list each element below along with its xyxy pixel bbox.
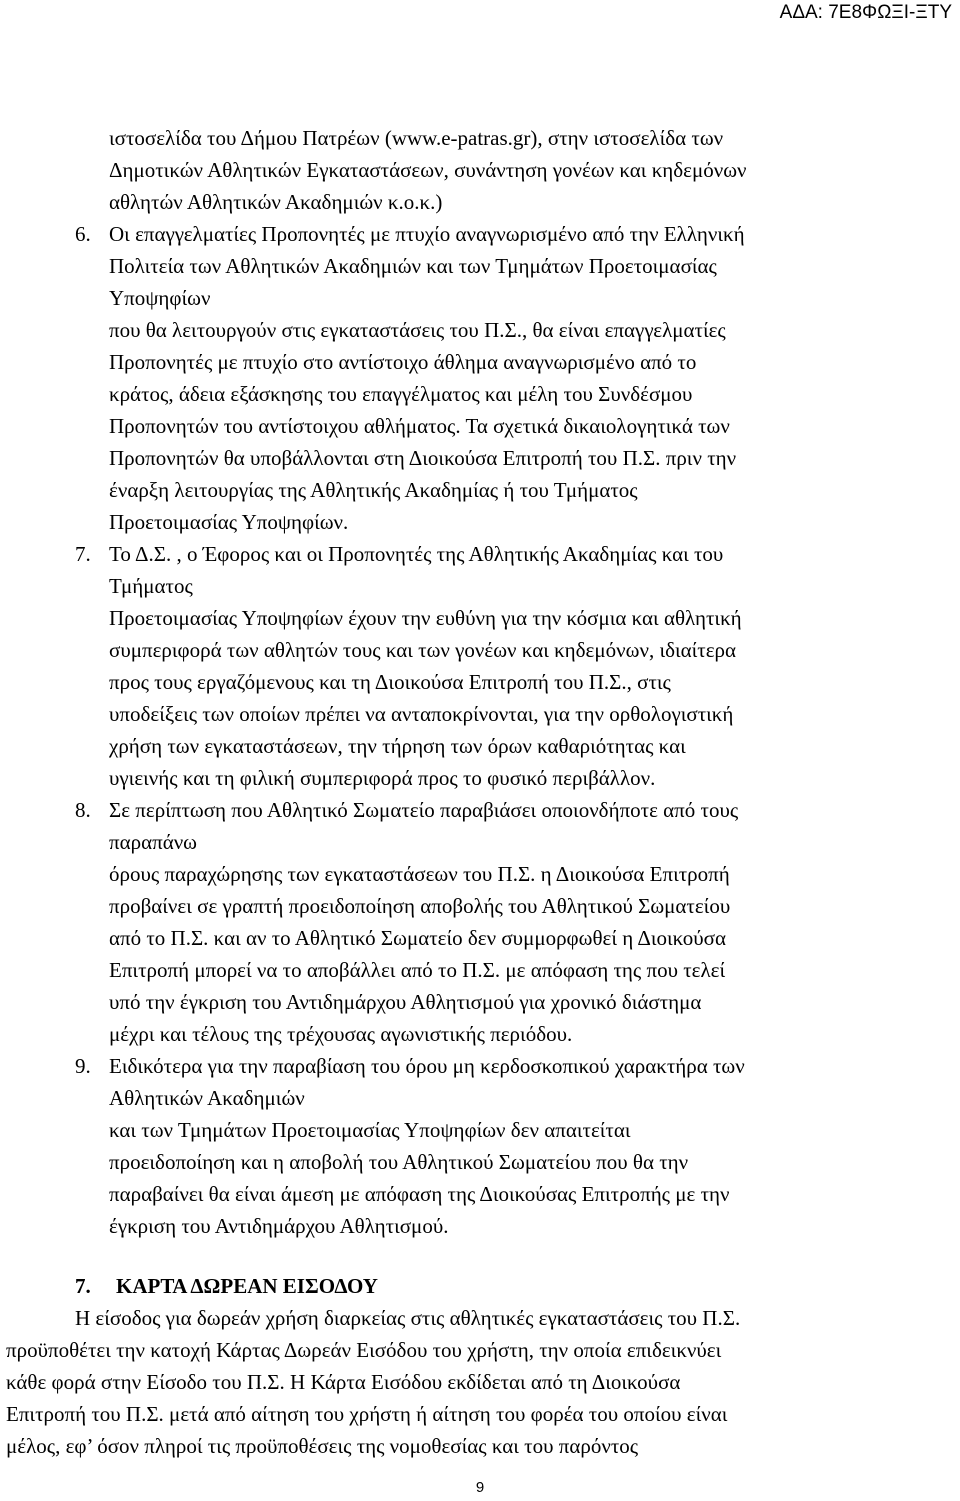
item-number: 9. (75, 1054, 91, 1078)
text-line: Τμήματος (109, 574, 193, 598)
page-number: 9 (475, 1479, 485, 1496)
text-line: παραπάνω (109, 830, 198, 854)
text-line: αθλητών Αθλητικών Ακαδημιών κ.ο.κ.) (109, 190, 443, 214)
text-line: Ειδικότερα για την παραβίαση του όρου μη κερδοσκοπικού χαρακτήρα των (109, 1054, 745, 1078)
text-line: Επιτροπή μπορεί να το αποβάλλει από το Π.Σ. με απόφαση της που τελεί (109, 958, 726, 982)
text-line: μέλος, εφ’ όσον πληροί τις προϋποθέσεις της νομοθεσίας και του παρόντος (6, 1434, 639, 1458)
text-line: Υποψηφίων (109, 286, 211, 310)
text-line: προειδοποίηση και η αποβολή του Αθλητικού Σωματείου που θα την (109, 1150, 689, 1174)
text-line: Προετοιμασίας Υποψηφίων. (109, 510, 349, 534)
text-line: Επιτροπή του Π.Σ. μετά από αίτηση του χρήστη ή αίτηση του φορέα του οποίου είναι (6, 1402, 728, 1426)
text-line: που θα λειτουργούν στις εγκαταστάσεις του Π.Σ., θα είναι επαγγελματίες (109, 318, 726, 342)
text-line: μέχρι και τέλους της τρέχουσας αγωνιστικής περιόδου. (109, 1022, 573, 1046)
item-number: 8. (75, 798, 91, 822)
text-line: κάθε φορά στην Είσοδο του Π.Σ. Η Κάρτα Εισόδου εκδίδεται από τη Διοικούσα (6, 1370, 681, 1394)
text-line: και των Τμημάτων Προετοιμασίας Υποψηφίων δεν απαιτείται (109, 1118, 631, 1142)
text-line: Το Δ.Σ. , ο Έφορος και οι Προπονητές της Αθλητικής Ακαδημίας και του (109, 542, 724, 566)
text-line: έναρξη λειτουργίας της Αθλητικής Ακαδημίας ή του Τμήματος (109, 478, 638, 502)
text-line: Προπονητών θα υποβάλλονται στη Διοικούσα Επιτροπή του Π.Σ. πριν την (109, 446, 737, 470)
text-line: Προπονητές με πτυχίο στο αντίστοιχο άθλημα αναγνωρισμένο από το (109, 350, 697, 374)
text-line: υπό την έγκριση του Αντιδημάρχου Αθλητισμού για χρονικό διάστημα (109, 990, 702, 1014)
text-line: όρους παραχώρησης των εγκαταστάσεων του Π.Σ. η Διοικούσα Επιτροπή (109, 862, 730, 886)
text-line: παραβαίνει θα είναι άμεση με απόφαση της Διοικούσας Επιτροπής με την (109, 1182, 730, 1206)
text-line: Προετοιμασίας Υποψηφίων έχουν την ευθύνη για την κόσμια και αθλητική (109, 606, 742, 630)
section-title: ΚΑΡΤΑ ΔΩΡΕΑΝ ΕΙΣΟΔΟΥ (116, 1274, 378, 1298)
section-number: 7. (75, 1274, 91, 1298)
text-line: Δημοτικών Αθλητικών Εγκαταστάσεων, συνάντηση γονέων και κηδεμόνων (109, 158, 747, 182)
text-line: ιστοσελίδα του Δήμου Πατρέων (www.e-patras.gr), στην ιστοσελίδα των (109, 126, 724, 150)
text-line: προς τους εργαζόμενους και τη Διοικούσα Επιτροπή του Π.Σ., στις (109, 670, 671, 694)
text-line: από το Π.Σ. και αν το Αθλητικό Σωματείο δεν συμμορφωθεί η Διοικούσα (109, 926, 726, 950)
ada-code: ΑΔΑ: 7Ε8ΦΩΞΙ-ΞΤΥ (779, 2, 952, 23)
text-line: προϋποθέτει την κατοχή Κάρτας Δωρεάν Εισόδου του χρήστη, την οποία επιδεικνύει (6, 1338, 722, 1362)
text-line: χρήση των εγκαταστάσεων, την τήρηση των όρων καθαριότητας και (109, 734, 686, 758)
text-line: προβαίνει σε γραπτή προειδοποίηση αποβολής του Αθλητικού Σωματείου (109, 894, 731, 918)
text-line: έγκριση του Αντιδημάρχου Αθλητισμού. (109, 1214, 449, 1238)
text-line: Προπονητών του αντίστοιχου αθλήματος. Τα σχετικά δικαιολογητικά των (109, 414, 730, 438)
item-number: 7. (75, 542, 91, 566)
text-line: συμπεριφορά των αθλητών τους και των γονέων και κηδεμόνων, ιδιαίτερα (109, 638, 737, 662)
text-line: Σε περίπτωση που Αθλητικό Σωματείο παραβιάσει οποιονδήποτε από τους (109, 798, 739, 822)
text-line: κράτος, άδεια εξάσκησης του επαγγέλματος και μέλη του Συνδέσμου (109, 382, 693, 406)
text-line: υποδείξεις των οποίων πρέπει να ανταποκρίνονται, για την ορθολογιστική (109, 702, 734, 726)
text-line: Πολιτεία των Αθλητικών Ακαδημιών και των Τμημάτων Προετοιμασίας (109, 254, 717, 278)
text-line: υγιεινής και τη φιλική συμπεριφορά προς το φυσικό περιβάλλον. (109, 766, 656, 790)
text-line: Η είσοδος για δωρεάν χρήση διαρκείας στις αθλητικές εγκαταστάσεις του Π.Σ. (75, 1306, 741, 1330)
text-line: Οι επαγγελματίες Προπονητές με πτυχίο αναγνωρισμένο από την Ελληνική (109, 222, 745, 246)
item-number: 6. (75, 222, 91, 246)
text-line: Αθλητικών Ακαδημιών (109, 1086, 305, 1110)
